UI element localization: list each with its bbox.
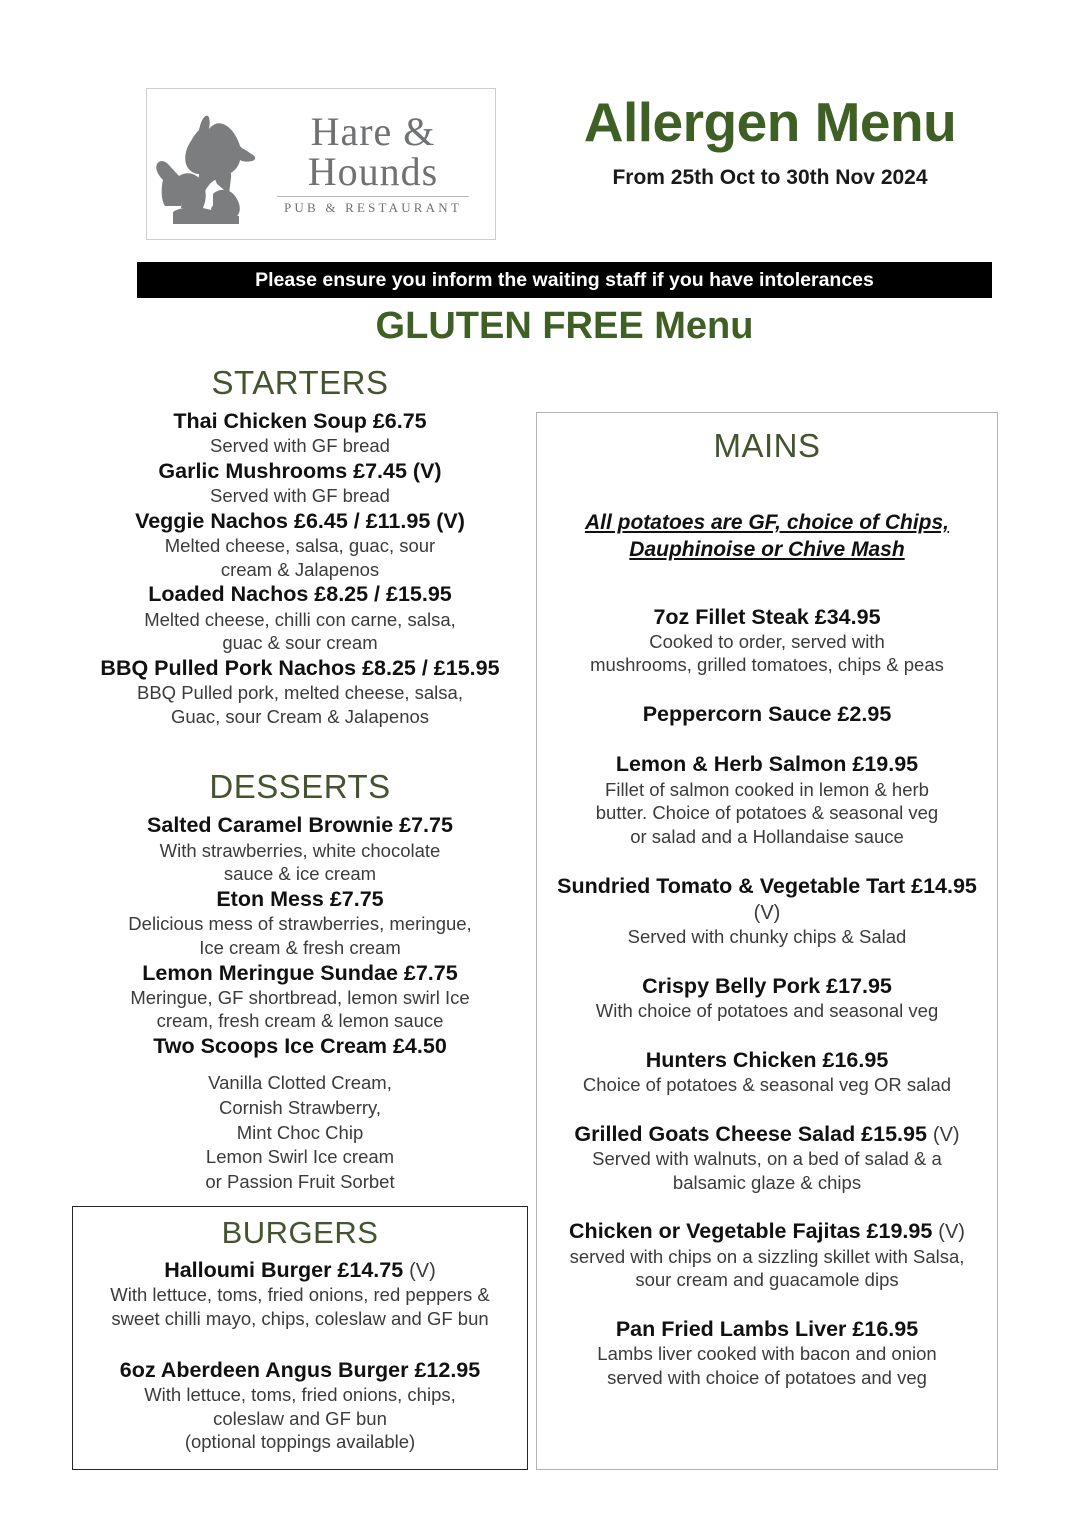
brand-wordmark [261, 109, 495, 215]
menu-item [72, 1033, 528, 1059]
menu-item [547, 701, 987, 727]
vegetarian-tag: (V) [938, 1221, 965, 1244]
desserts-heading: DESSERTS [209, 768, 391, 806]
item-name [547, 873, 987, 926]
starters-list [72, 408, 528, 728]
item-desc-line: Cooked to order, served with [649, 630, 885, 652]
burgers-heading: BURGERS [221, 1215, 379, 1250]
item-desc-line: With lettuce, toms, fried onions, red peppers & [110, 1284, 490, 1306]
brand-line-one: Hare & [310, 109, 436, 155]
intolerance-notice-text: Please ensure you inform the waiting staff if you have intolerances [255, 268, 874, 291]
left-column [72, 364, 528, 1194]
menu-item [72, 458, 528, 508]
vegetarian-tag: (V) [932, 1123, 960, 1146]
item-name: Lemon & Herb Salmon £19.95 [615, 752, 919, 777]
item-desc-line: Melted cheese, salsa, guac, sour [164, 535, 436, 556]
item-desc-line: Served with GF bread [210, 435, 390, 457]
menu-item [547, 1218, 987, 1292]
item-desc-line: With lettuce, toms, fried onions, chips, [144, 1383, 456, 1405]
menu-item [72, 960, 528, 1034]
item-desc-line: Delicious mess of strawberries, meringue, [128, 913, 472, 935]
scoop-flavour: Mint Choc Chip [236, 1121, 364, 1143]
scoop-flavour: or Passion Fruit Sorbet [205, 1170, 395, 1192]
scoop-flavour: Vanilla Clotted Cream, [208, 1072, 392, 1094]
item-desc-line: mushrooms, grilled tomatoes, chips & peas [590, 654, 944, 676]
item-desc-line: sweet chilli mayo, chips, coleslaw and GF bun [111, 1308, 489, 1330]
item-desc-line: Lambs liver cooked with bacon and onion [597, 1343, 937, 1365]
item-desc-line: With strawberries, white chocolate [159, 839, 441, 861]
menu-item [547, 604, 987, 678]
spacer [79, 1331, 521, 1351]
item-name: Hunters Chicken £16.95 [645, 1047, 889, 1072]
vegetarian-tag: (V) [409, 1260, 436, 1282]
item-name: BBQ Pulled Pork Nachos £8.25 / £15.95 [100, 655, 500, 680]
item-name: Pan Fried Lambs Liver £16.95 [615, 1317, 919, 1342]
item-name: Eton Mess £7.75 [216, 887, 384, 912]
item-name [547, 1218, 987, 1244]
menu-item [72, 812, 528, 886]
menu-item [547, 1121, 987, 1195]
item-desc-line: coleslaw and GF bun [213, 1407, 387, 1429]
menu-item [79, 1257, 521, 1331]
item-desc-line: butter. Choice of potatoes & seasonal veg [595, 802, 939, 824]
item-desc-line: Melted cheese, chilli con carne, salsa, [144, 608, 456, 630]
menu-item [79, 1357, 521, 1454]
hound-and-hare-silhouette-icon [153, 100, 261, 228]
item-name: Crispy Belly Pork £17.95 [642, 973, 892, 998]
item-desc-line: served with choice of potatoes and veg [607, 1367, 927, 1389]
scoop-flavour: Cornish Strawberry, [218, 1096, 382, 1118]
item-name-text: Sundried Tomato & Vegetable Tart £14.95 [557, 873, 977, 898]
item-desc-line: guac & sour cream [222, 632, 378, 654]
menu-item [547, 1047, 987, 1097]
mains-inner [537, 413, 997, 1390]
item-desc-line: Served with GF bread [210, 485, 390, 507]
brand-line-two: Hounds [307, 148, 439, 194]
item-desc-line: With choice of potatoes and seasonal veg [595, 1000, 939, 1022]
item-desc-line: BBQ Pulled pork, melted cheese, salsa, [137, 682, 463, 704]
item-name: Garlic Mushrooms £7.45 (V) [158, 458, 442, 483]
item-name: 7oz Fillet Steak £34.95 [653, 604, 881, 629]
mains-list [547, 604, 987, 1390]
title-block [510, 91, 1030, 190]
brand-logo-box [146, 88, 496, 240]
starters-heading: STARTERS [211, 364, 389, 401]
item-desc-line: Ice cream & fresh cream [199, 936, 401, 958]
menu-item [72, 508, 528, 582]
menu-item [72, 655, 528, 729]
menu-item [72, 408, 528, 458]
item-desc-line: served with chips on a sizzling skillet with Salsa, [569, 1245, 965, 1267]
item-name-text: Chicken or Vegetable Fajitas £19.95 [569, 1219, 939, 1244]
item-desc-line: sour cream and guacamole dips [635, 1269, 899, 1291]
item-desc-line: Served with chunky chips & Salad [627, 926, 907, 948]
item-name [547, 1121, 987, 1147]
item-desc-line: Fillet of salmon cooked in lemon & herb [605, 778, 929, 800]
item-name: Peppercorn Sauce £2.95 [642, 702, 892, 727]
mains-heading: MAINS [713, 427, 821, 464]
item-name: Thai Chicken Soup £6.75 [173, 409, 427, 433]
brand-tagline: PUB & RESTAURANT [283, 199, 462, 215]
item-desc-line: Meringue, GF shortbread, lemon swirl Ice [130, 986, 470, 1008]
menu-item [547, 873, 987, 949]
scoop-flavours-list [72, 1071, 528, 1194]
menu-item [72, 886, 528, 960]
item-name: Veggie Nachos £6.45 / £11.95 (V) [135, 508, 465, 533]
item-desc-line: cream, fresh cream & lemon sauce [156, 1010, 444, 1032]
scoop-flavour: Lemon Swirl Ice cream [205, 1146, 395, 1168]
mains-intro-line: Dauphinoise or Chive Mash [629, 538, 905, 562]
item-name: Loaded Nachos £8.25 / £15.95 [148, 582, 452, 607]
mains-panel [536, 412, 998, 1470]
page-header [0, 78, 1086, 258]
item-name: Two Scoops Ice Cream £4.50 [153, 1034, 447, 1059]
mains-intro-line: All potatoes are GF, choice of Chips, [584, 511, 950, 534]
item-name: Salted Caramel Brownie £7.75 [147, 813, 453, 838]
item-desc-line: cream & Jalapenos [220, 558, 380, 580]
date-range: From 25th Oct to 30th Nov 2024 [612, 165, 928, 189]
desserts-list [72, 812, 528, 1194]
menu-item [547, 1316, 987, 1390]
vegetarian-tag: (V) [753, 901, 781, 924]
menu-item [547, 751, 987, 848]
item-desc-line: or salad and a Hollandaise sauce [630, 825, 904, 847]
item-name: 6oz Aberdeen Angus Burger £12.95 [119, 1357, 481, 1382]
burgers-panel [72, 1206, 528, 1470]
menu-item [72, 581, 528, 655]
item-desc-line: Choice of potatoes & seasonal veg OR salad [582, 1074, 952, 1095]
page-title: Allergen Menu [583, 91, 957, 153]
brand-divider [277, 196, 470, 197]
item-name-text: Grilled Goats Cheese Salad £15.95 [574, 1121, 933, 1146]
item-desc-line: balsamic glaze & chips [672, 1171, 862, 1193]
item-desc-line: Guac, sour Cream & Jalapenos [170, 705, 430, 727]
item-desc-line: sauce & ice cream [223, 863, 377, 885]
item-name: Lemon Meringue Sundae £7.75 [142, 960, 458, 985]
item-name-text: Halloumi Burger £14.75 [164, 1258, 410, 1282]
item-desc-line: Served with walnuts, on a bed of salad & a [592, 1148, 942, 1170]
item-desc-line: (optional toppings available) [184, 1431, 416, 1453]
menu-item [547, 973, 987, 1023]
mains-intro-note [547, 509, 987, 564]
gluten-free-heading: GLUTEN FREE Menu [375, 305, 754, 347]
intolerance-notice-bar [137, 262, 992, 298]
item-name [79, 1257, 521, 1283]
